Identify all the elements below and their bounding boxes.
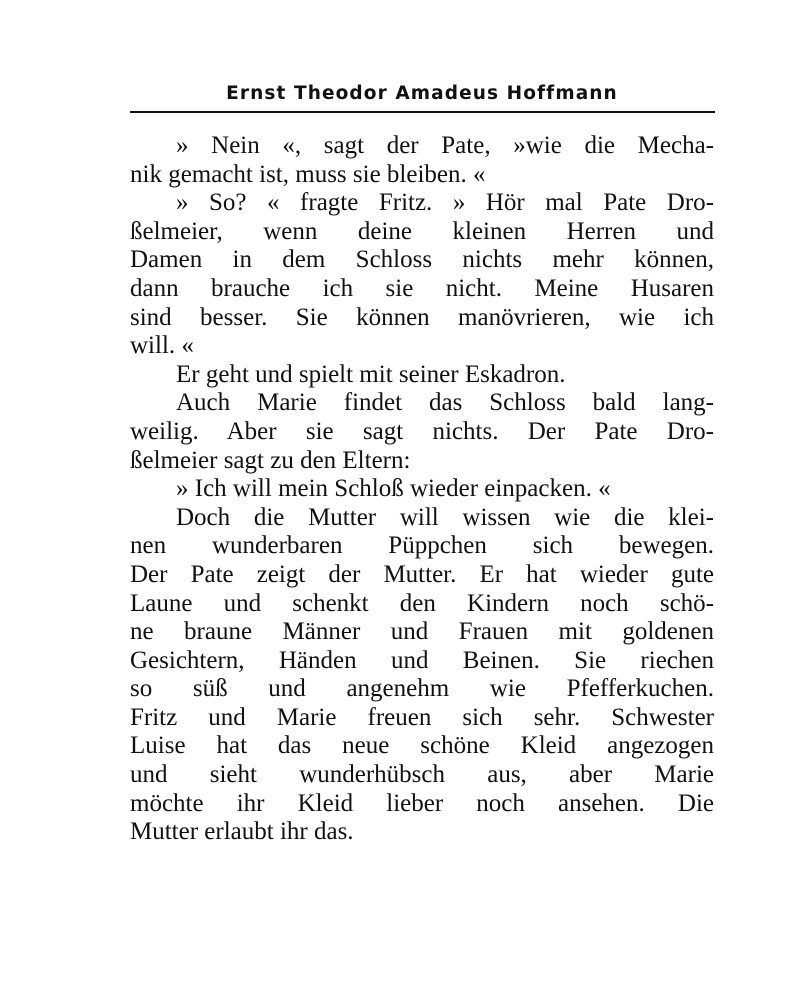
text-line: Gesichtern, Händen und Beinen. Sie riechen [130,646,714,674]
text-line: ne braune Männer und Frauen mit goldenen [130,618,714,646]
page-header-author: Ernst Theodor Amadeus Hoffmann [226,83,618,104]
text-line: dann brauche ich sie nicht. Meine Husaren [130,274,714,302]
text-line: Luise hat das neue schöne Kleid angezogen [130,732,714,760]
text-line: nik gemacht ist, muss sie bleiben. « [130,160,486,188]
header-divider [130,111,715,113]
text-line: Laune und schenkt den Kindern noch schö- [130,589,714,617]
text-line: möchte ihr Kleid lieber noch ansehen. Die [130,789,714,817]
text-line: Damen in dem Schloss nichts mehr können, [130,246,714,274]
text-line: ßelmeier, wenn deine kleinen Herren und [130,217,714,245]
text-line: Mutter erlaubt ihr das. [130,818,354,846]
text-line: nen wunderbaren Püppchen sich bewegen. [130,532,714,560]
body-text [130,132,714,847]
text-line: Der Pate zeigt der Mutter. Er hat wieder gute [130,560,714,588]
text-line: Er geht und spielt mit seiner Eskadron. [176,360,566,388]
text-line: Doch die Mutter will wissen wie die klei- [176,503,714,531]
text-line: weilig. Aber sie sagt nichts. Der Pate Dro- [130,417,714,445]
text-line: ßelmeier sagt zu den Eltern: [130,446,411,474]
text-line: Fritz und Marie freuen sich sehr. Schwester [130,703,714,731]
text-line: so süß und angenehm wie Pfefferkuchen. [130,675,714,703]
text-line: Auch Marie findet das Schloss bald lang- [176,389,714,417]
text-line: » Nein «, sagt der Pate, »wie die Mecha- [176,132,714,159]
text-line: und sieht wunderhübsch aus, aber Marie [130,761,714,789]
text-line: sind besser. Sie können manövrieren, wie ich [130,303,714,331]
text-line: will. « [130,332,194,360]
text-line: » Ich will mein Schloß wieder einpacken. « [176,475,611,503]
text-line: » So? « fragte Fritz. » Hör mal Pate Dro- [176,189,714,217]
